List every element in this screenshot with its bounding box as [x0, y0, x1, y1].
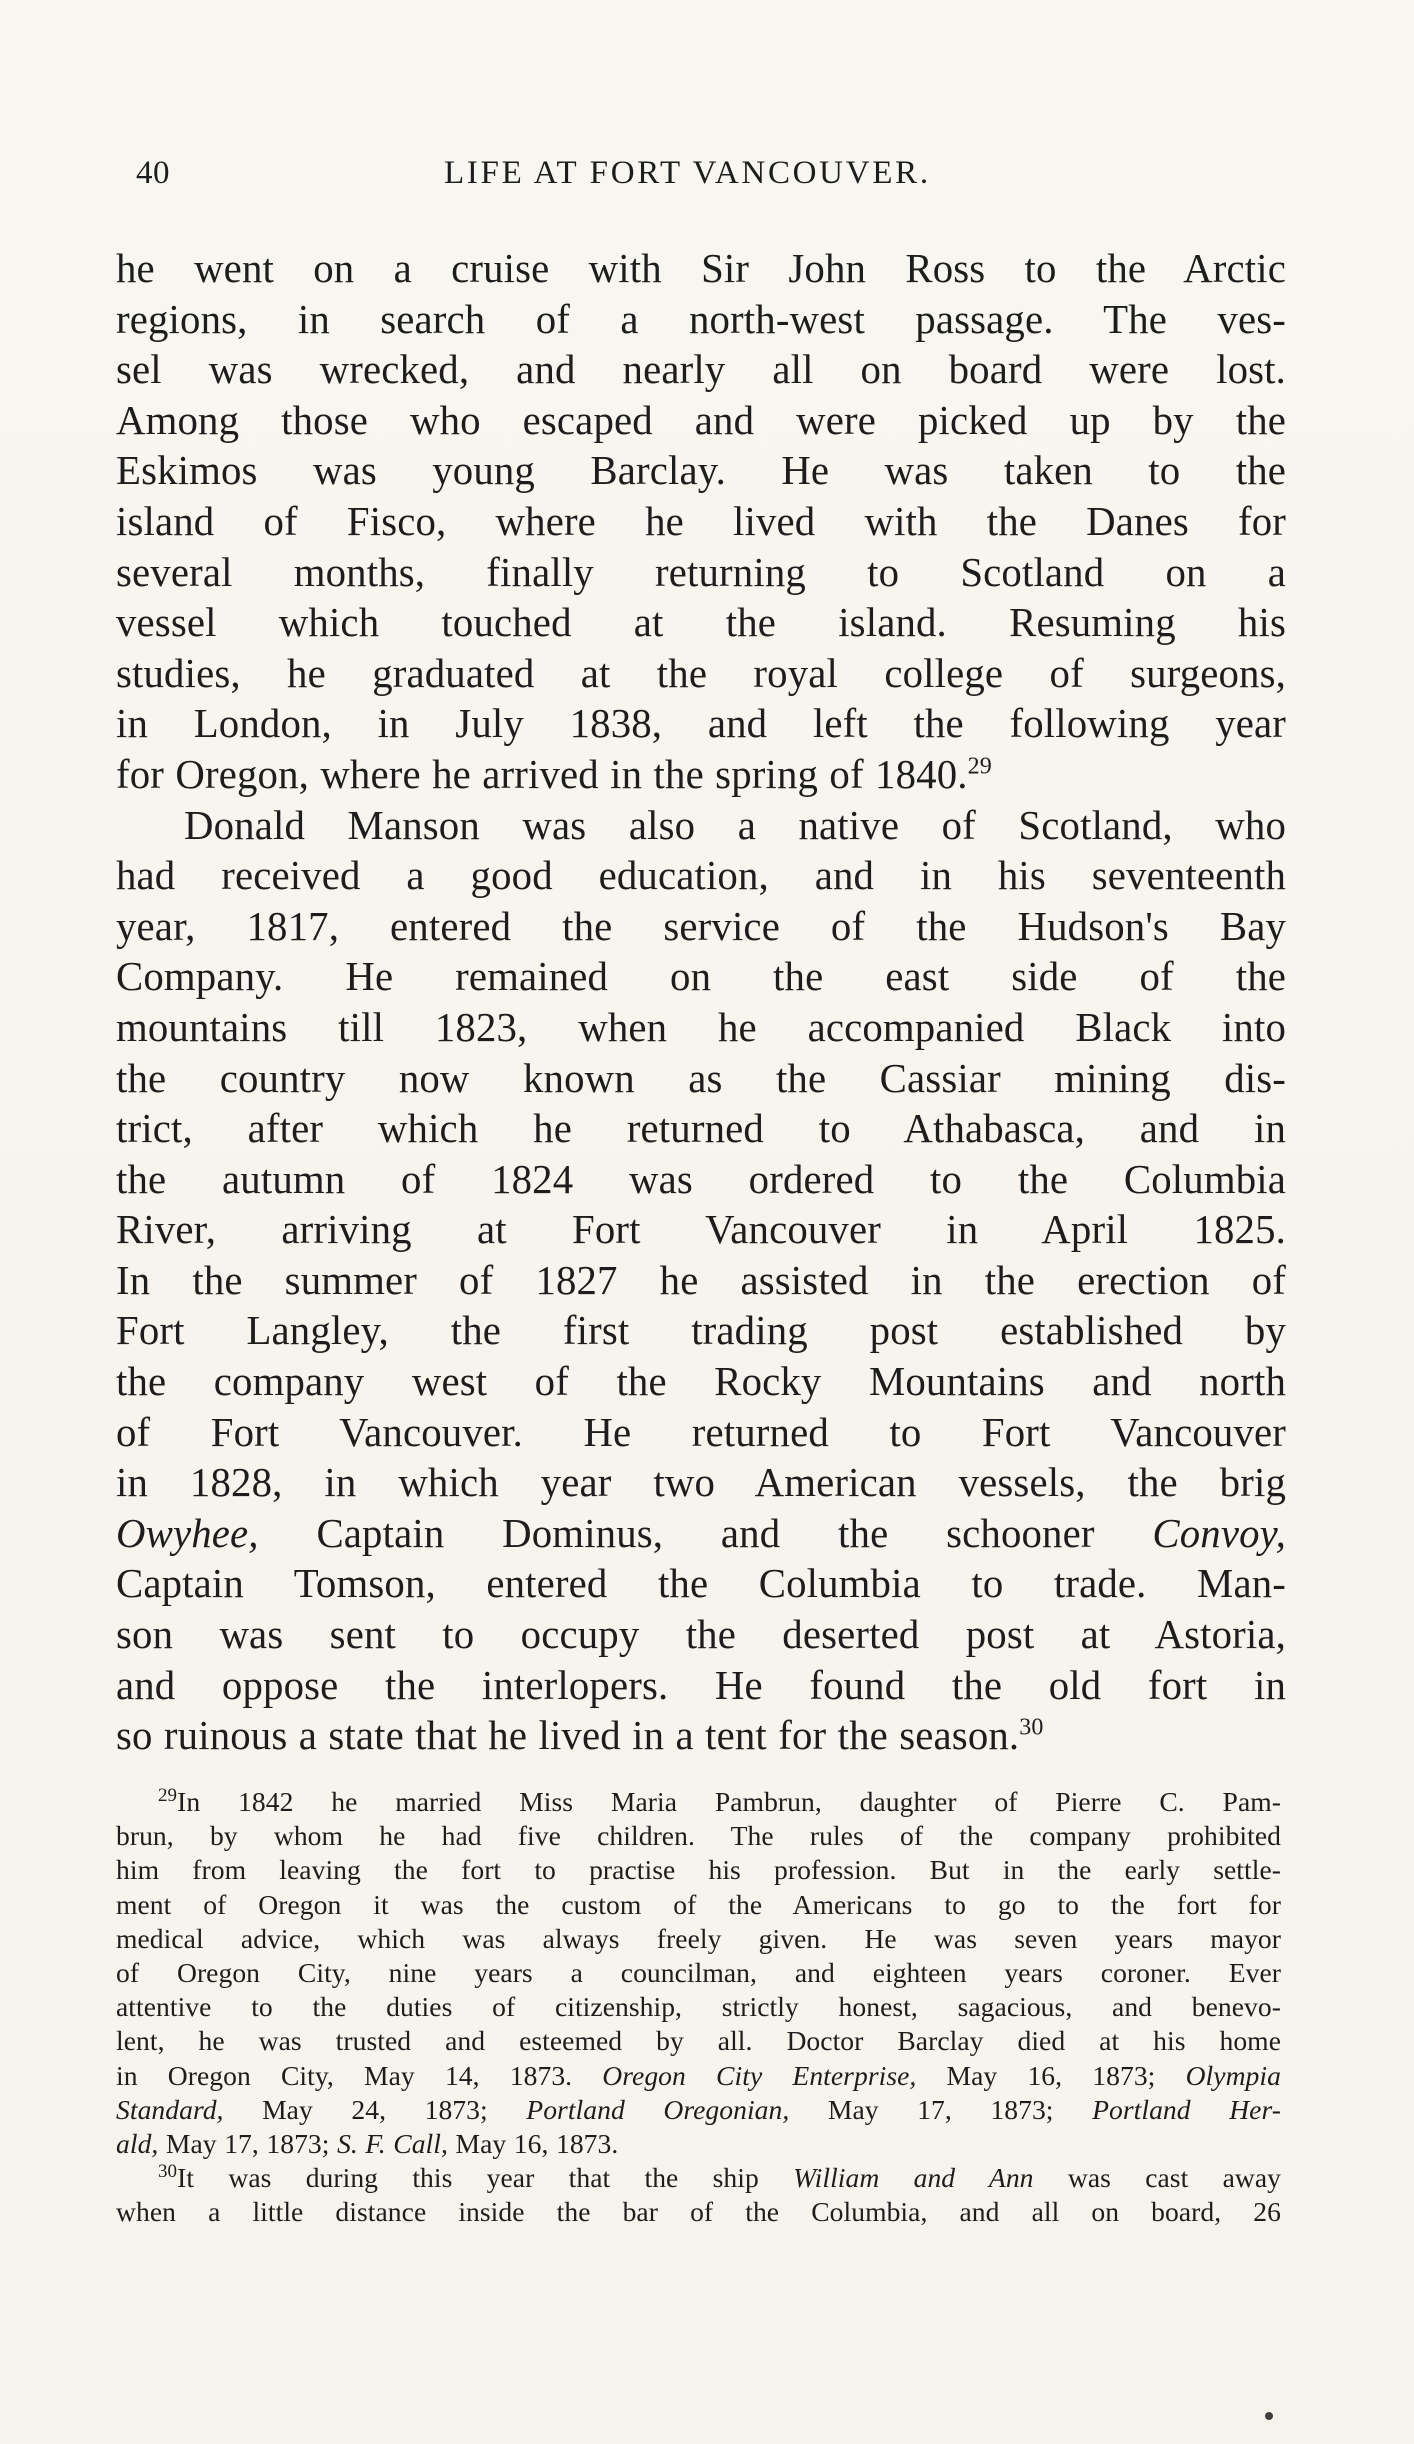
text-line: Among those who escaped and were picked up by the — [116, 397, 1286, 443]
text-line: sel was wrecked, and nearly all on board were lost. — [116, 347, 1286, 393]
footnote-number-30: 30 — [158, 2160, 178, 2182]
page-header — [136, 155, 1278, 195]
newspaper-title: Portland Her- — [1092, 2093, 1281, 2125]
text-line: son was sent to occupy the deserted post at Astoria, — [116, 1612, 1286, 1658]
ship-name-william-and-ann: William and Ann — [793, 2162, 1034, 2194]
footnote-text: ment of Oregon it was the custom of the Americans to go to the fort for — [116, 1888, 1281, 1920]
text-line: the country now known as the Cassiar mining dis- — [116, 1055, 1286, 1101]
footnote-text: May 17, 1873; — [165, 2127, 330, 2159]
footnote-text: was cast away — [1067, 2162, 1281, 2194]
footnote-text: May 24, 1873; — [262, 2093, 488, 2125]
text-line: in London, in July 1838, and left the following year — [116, 701, 1286, 747]
footnote-text: lent, he was trusted and esteemed by all. Doctor Barclay died at his home — [116, 2025, 1281, 2057]
footnote-text: attentive to the duties of citizenship, strictly honest, sagacious, and benevo- — [116, 1991, 1281, 2023]
footnote-text: May 17, 1873; — [827, 2093, 1054, 2125]
footnote-text: May 16, 1873. — [455, 2127, 619, 2159]
page-number: 40 — [136, 155, 170, 191]
footnote-citation-line — [116, 2127, 1281, 2161]
footnote-text: In 1842 he married Miss Maria Pambrun, daughter of Pierre C. Pam- — [177, 1786, 1281, 1817]
ink-spot — [1265, 2412, 1273, 2420]
text-line: he went on a cruise with Sir John Ross to the Arctic — [116, 246, 1286, 291]
text-line: Company. He remained on the east side of the — [116, 954, 1286, 1000]
text-line: the company west of the Rocky Mountains and north — [116, 1359, 1286, 1405]
text-line: mountains till 1823, when he accompanied Black into — [116, 1004, 1286, 1050]
text-line: for Oregon, where he arrived in the spring of 1840. — [116, 751, 968, 797]
footnote-text: him from leaving the fort to practise his profession. But in the early settle- — [116, 1854, 1281, 1886]
newspaper-title: ald, — [116, 2127, 159, 2159]
footnote-text: of Oregon City, nine years a councilman, and eighteen years coroner. Ever — [116, 1956, 1281, 1988]
newspaper-title: Portland Oregonian, — [526, 2093, 790, 2125]
main-text — [116, 244, 1286, 1762]
footnote-citation-line — [116, 2093, 1281, 2127]
text-line-with-italics — [116, 1509, 1286, 1560]
text-line: the autumn of 1824 was ordered to the Columbia — [116, 1156, 1286, 1202]
text-line: Fort Langley, the first trading post established by — [116, 1308, 1286, 1354]
footnote-text: medical advice, which was always freely given. He was seven years mayor — [116, 1922, 1281, 1954]
text-line: island of Fisco, where he lived with the Danes for — [116, 498, 1286, 544]
newspaper-title: Oregon City Enterprise, — [602, 2059, 917, 2091]
newspaper-title: Standard, — [116, 2093, 224, 2125]
text-line-with-reference — [116, 1711, 1286, 1762]
text-line: several months, finally returning to Scotland on a — [116, 549, 1286, 595]
text-line: trict, after which he returned to Athabasca, and in — [116, 1106, 1286, 1152]
footnote-text: It was during this year that the ship — [177, 2162, 759, 2194]
running-head: LIFE AT FORT VANCOUVER. — [444, 155, 931, 191]
footnote-29-first-line — [116, 1785, 1281, 1819]
ship-name-convoy: Convoy, — [1152, 1510, 1286, 1556]
text-line: River, arriving at Fort Vancouver in April 1825. — [116, 1207, 1286, 1253]
text-line: Eskimos was young Barclay. He was taken to the — [116, 448, 1286, 494]
footnote-text: in Oregon City, May 14, 1873. — [116, 2059, 573, 2091]
text-line: so ruinous a state that he lived in a tent for the season. — [116, 1713, 1020, 1759]
text-line: and oppose the interlopers. He found the old fort in — [116, 1662, 1286, 1708]
footnote-30-first-line — [116, 2161, 1281, 2195]
footnote-reference-29: 29 — [967, 753, 992, 780]
text-line: Captain Tomson, entered the Columbia to trade. Man- — [116, 1561, 1286, 1607]
newspaper-title: S. F. Call, — [337, 2127, 448, 2159]
text-line: In the summer of 1827 he assisted in the erection of — [116, 1257, 1286, 1303]
text-line-with-reference — [116, 750, 1286, 801]
footnote-text: brun, by whom he had five children. The rules of the company prohibited — [116, 1820, 1281, 1852]
text-line: of Fort Vancouver. He returned to Fort Vancouver — [116, 1409, 1286, 1455]
newspaper-title: Olympia — [1185, 2059, 1281, 2091]
text-line: in 1828, in which year two American vessels, the brig — [116, 1460, 1286, 1506]
text-line: had received a good education, and in his seventeenth — [116, 853, 1286, 899]
paragraph-first-line: Donald Manson was also a native of Scotland, who — [184, 802, 1286, 848]
footnote-text: when a little distance inside the bar of the Columbia, and all on board, 26 — [116, 2196, 1281, 2228]
ship-name-owyhee: Owyhee, — [116, 1510, 259, 1556]
footnote-citation-line — [116, 2059, 1281, 2093]
text-line: year, 1817, entered the service of the Hudson's Bay — [116, 903, 1286, 949]
footnote-text: May 16, 1873; — [946, 2059, 1156, 2091]
footnotes — [116, 1785, 1281, 2229]
text-line: vessel which touched at the island. Resuming his — [116, 600, 1286, 646]
text-line: regions, in search of a north-west passage. The ves- — [116, 296, 1286, 342]
footnote-number-29: 29 — [158, 1784, 178, 1806]
footnote-reference-30: 30 — [1019, 1714, 1044, 1741]
text-fragment: Captain Dominus, and the schooner — [316, 1510, 1095, 1556]
text-line: studies, he graduated at the royal college of surgeons, — [116, 650, 1286, 696]
